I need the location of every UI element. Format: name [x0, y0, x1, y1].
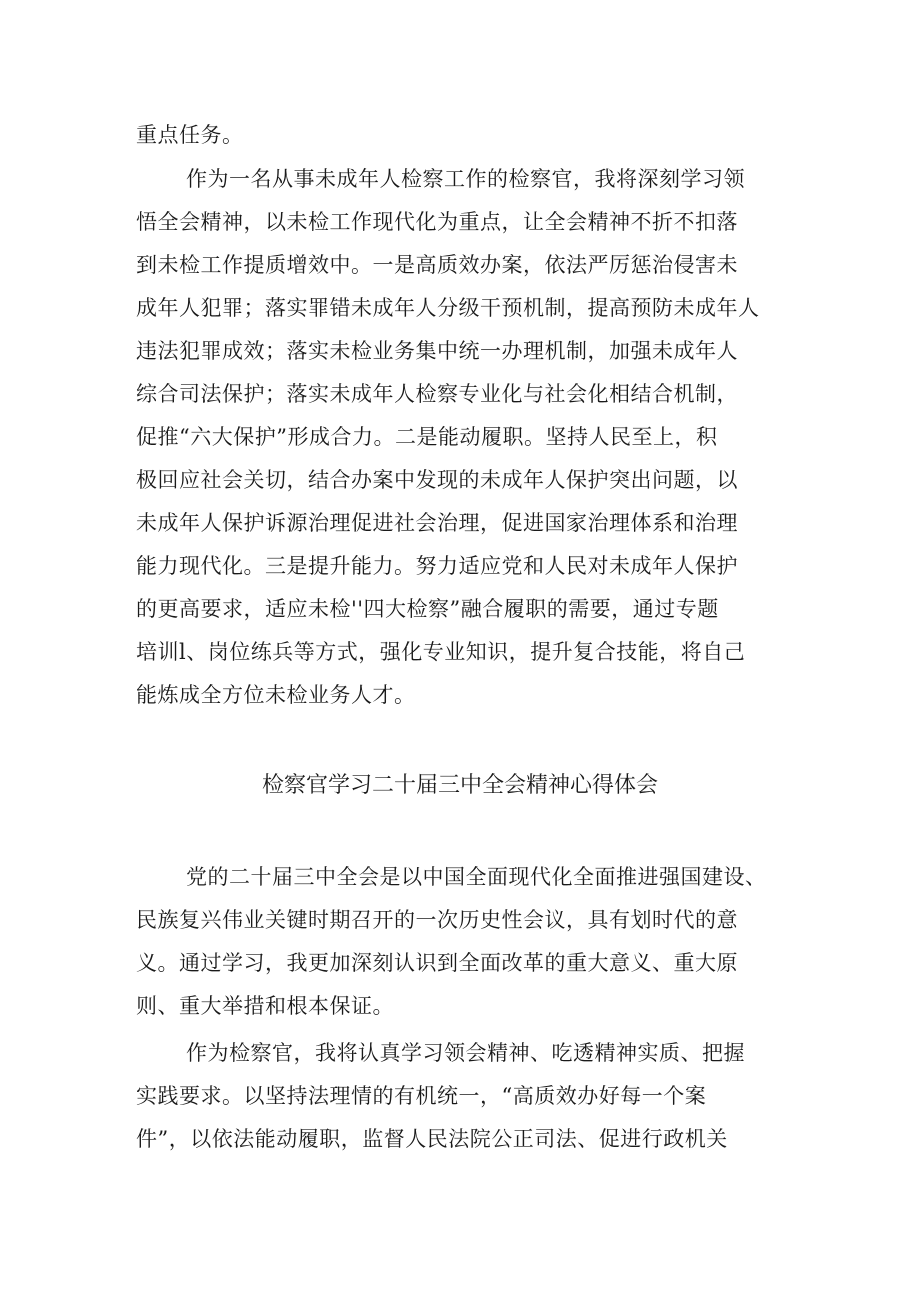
- paragraph-line: 培训l、岗位练兵等方式，强化专业知识，提升复合技能，将自己: [136, 640, 746, 664]
- paragraph-line: 能炼成全方位未检业务人才。: [136, 683, 416, 707]
- paragraph-line: 到未检工作提质增效中。一是高质效办案，依法严厉惩治侵害未: [136, 253, 738, 277]
- paragraph-line: 党的二十届三中全会是以中国全面现代化全面推进强国建设、: [186, 865, 767, 889]
- section-title: 检察官学习二十届三中全会精神心得体会: [261, 773, 658, 798]
- paragraph-line: 民族复兴伟业关键时期召开的一次历史性会议，具有划时代的意: [136, 908, 738, 932]
- paragraph-line: 成年人犯罪；落实罪错未成年人分级干预机制，提高预防未成年人: [136, 296, 760, 320]
- paragraph-line: 促推“六大保护”形成合力。二是能动履职。坚持人民至上，积: [136, 425, 718, 449]
- paragraph-line: 极回应社会关切，结合办案中发现的未成年人保护突出问题，以: [136, 468, 738, 492]
- paragraph-line: 未成年人保护诉源治理促进社会治理，促进国家治理体系和治理: [136, 511, 738, 535]
- paragraph-line: 重点任务。: [136, 123, 244, 147]
- paragraph-line: 违法犯罪成效；落实未检业务集中统一办理机制，加强未成年人: [136, 339, 738, 363]
- paragraph-line: 综合司法保护；落实未成年人检察专业化与社会化相结合机制，: [136, 382, 738, 406]
- paragraph-line: 义。通过学习，我更加深刻认识到全面改革的重大意义、重大原: [136, 951, 738, 975]
- paragraph-line: 能力现代化。三是提升能力。努力适应党和人民对未成年人保护: [136, 554, 738, 578]
- paragraph-line: 则、重大举措和根本保证。: [136, 994, 394, 1018]
- paragraph-line: 的更高要求，适应未检''四大检察”融合履职的需要，通过专题: [136, 597, 719, 621]
- paragraph-line: 件”，以依法能动履职，监督人民法院公正司法、促进行政机关: [136, 1127, 728, 1151]
- paragraph-line: 作为检察官，我将认真学习领会精神、吃透精神实质、把握: [186, 1041, 745, 1065]
- paragraph-line: 实践要求。以坚持法理情的有机统一，“高质效办好每一个案: [136, 1084, 707, 1108]
- paragraph-line: 作为一名从事未成年人检察工作的检察官，我将深刻学习领: [186, 167, 745, 191]
- paragraph-line: 悟全会精神，以未检工作现代化为重点，让全会精神不折不扣落: [136, 210, 738, 234]
